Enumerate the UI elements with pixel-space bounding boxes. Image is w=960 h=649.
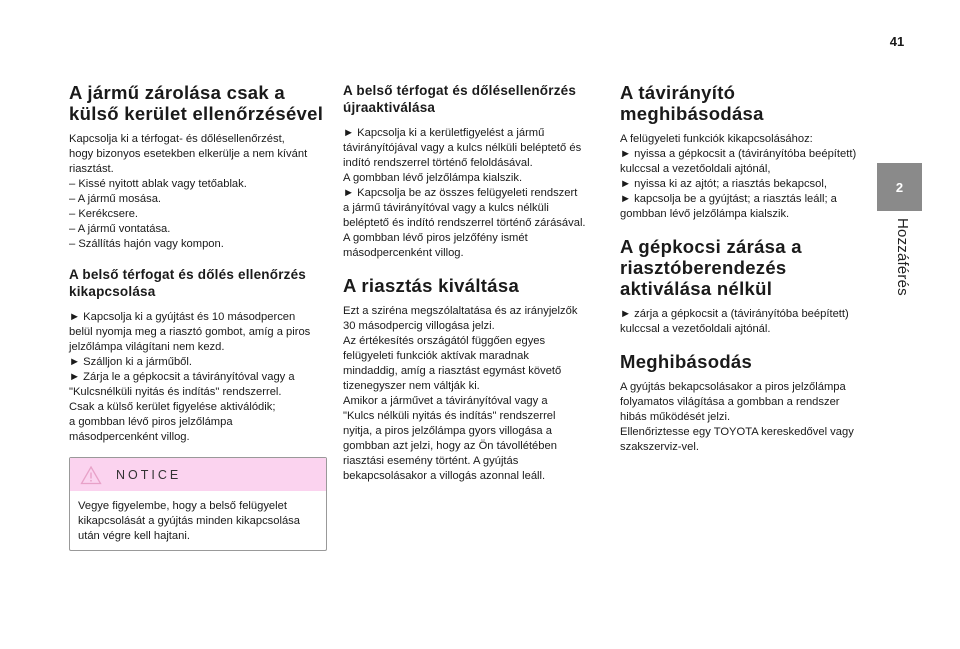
chapter-title: Hozzáférés <box>894 218 911 296</box>
subsection-heading: A belső térfogat és dőlésellenőrzés újraaktiválása <box>343 83 577 115</box>
remote-failure-paragraph: A felügyeleti funkciók kikapcsolásához: ► nyissa a gépkocsit a (távirányítóba beépített) kulccsal a vezetőoldali ajtónál, ► nyissa ki az ajtót; a riasztás bekapcsol, ► kapcsolja be a gyújtást; a riasztás leáll; a gombban lévő jelzőlámpa kialszik. <box>620 133 857 220</box>
alarm-paragraph: Ezt a sziréna megszólaltatása és az irányjelzők 30 másodpercig villogása jelzi. Az értékesítés országától függően egyes felügyeleti funkciók aktívak maradnak mindaddig, amíg a riasztást egymást követő tizenegyszer nem váltják ki. Amikor a járművet a távirányítóval vagy a "Kulcs nélküli nyitás és indítás" rendszerrel nyitja, a piros jelzőlámpa gyors villogása a gombban azt jelzi, hogy az Ön távollétében riasztási esemény történt. A gyújtás bekapcsolásakor a villogás azonnal leáll. <box>343 305 578 482</box>
page-number: 41 <box>889 34 905 49</box>
notice-body: Vegye figyelembe, hogy a belső felügyelet kikapcsolását a gyújtás minden kikapcsolása után végre kell hajtani. <box>78 500 301 542</box>
steps-paragraph: ► Kapcsolja ki a gyújtást és 10 másodpercen belül nyomja meg a riasztó gombot, amíg a piros jelzőlámpa világítani nem kezd. ► Szálljon ki a járműből. ► Zárja le a gépkocsit a távirányítóval vagy a "Kulcsnélküli nyitás és indítás" rendszerrel. Csak a külső kerület figyelése aktiválódik; a gombban lévő piros jelzőlámpa másodpercenként villog. <box>69 311 311 443</box>
section-heading: A gépkocsi zárása a riasztóberendezés aktiválása nélkül <box>620 236 802 299</box>
column-2 <box>343 82 601 496</box>
section-heading: A távirányító meghibásodása <box>620 82 764 124</box>
lock-without-alarm-paragraph: ► zárja a gépkocsit a (távirányítóba beépített) kulccsal a vezetőoldali ajtónál. <box>620 308 849 335</box>
malfunction-paragraph: A gyújtás bekapcsolásakor a piros jelzőlámpa folyamatos világítása a gombban a rendszer hibás működését jelzi. Ellenőriztesse egy TOYOTA kereskedővel vagy szakszerviz-vel. <box>620 381 854 453</box>
notice-header <box>70 458 326 491</box>
intro-paragraph: Kapcsolja ki a térfogat- és dőlésellenőrzést, hogy bizonyos esetekben elkerülje a nem kívánt riasztást. – Kissé nyitott ablak vagy tetőablak. – A jármű mosása. – Kerékcsere. – A jármű vontatása. – Szállítás hajón vagy kompon. <box>69 133 308 250</box>
subsection-heading: A belső térfogat és dőlés ellenőrzés kikapcsolása <box>69 267 307 299</box>
notice-title: NOTICE <box>116 467 182 482</box>
warning-icon <box>80 465 102 485</box>
section-heading: Meghibásodás <box>620 351 753 372</box>
chapter-tab: 2 <box>877 163 922 211</box>
notice-box <box>69 457 327 551</box>
column-3 <box>620 82 875 467</box>
section-heading: A riasztás kiváltása <box>343 275 520 296</box>
section-heading: A jármű zárolása csak a külső kerület ellenőrzésével <box>69 82 324 124</box>
column-1 <box>69 82 327 551</box>
steps-paragraph: ► Kapcsolja ki a kerületfigyelést a jármű távirányítójával vagy a kulcs nélküli beléptető és indító rendszerrel történő feloldásával. A gombban lévő jelzőlámpa kialszik. ► Kapcsolja be az összes felügyeleti rendszert a jármű távirányítóval vagy a kulcs nélküli beléptető és indító rendszerrel történő zárásával. A gombban lévő piros jelzőfény ismét másodpercenként villog. <box>343 127 586 259</box>
